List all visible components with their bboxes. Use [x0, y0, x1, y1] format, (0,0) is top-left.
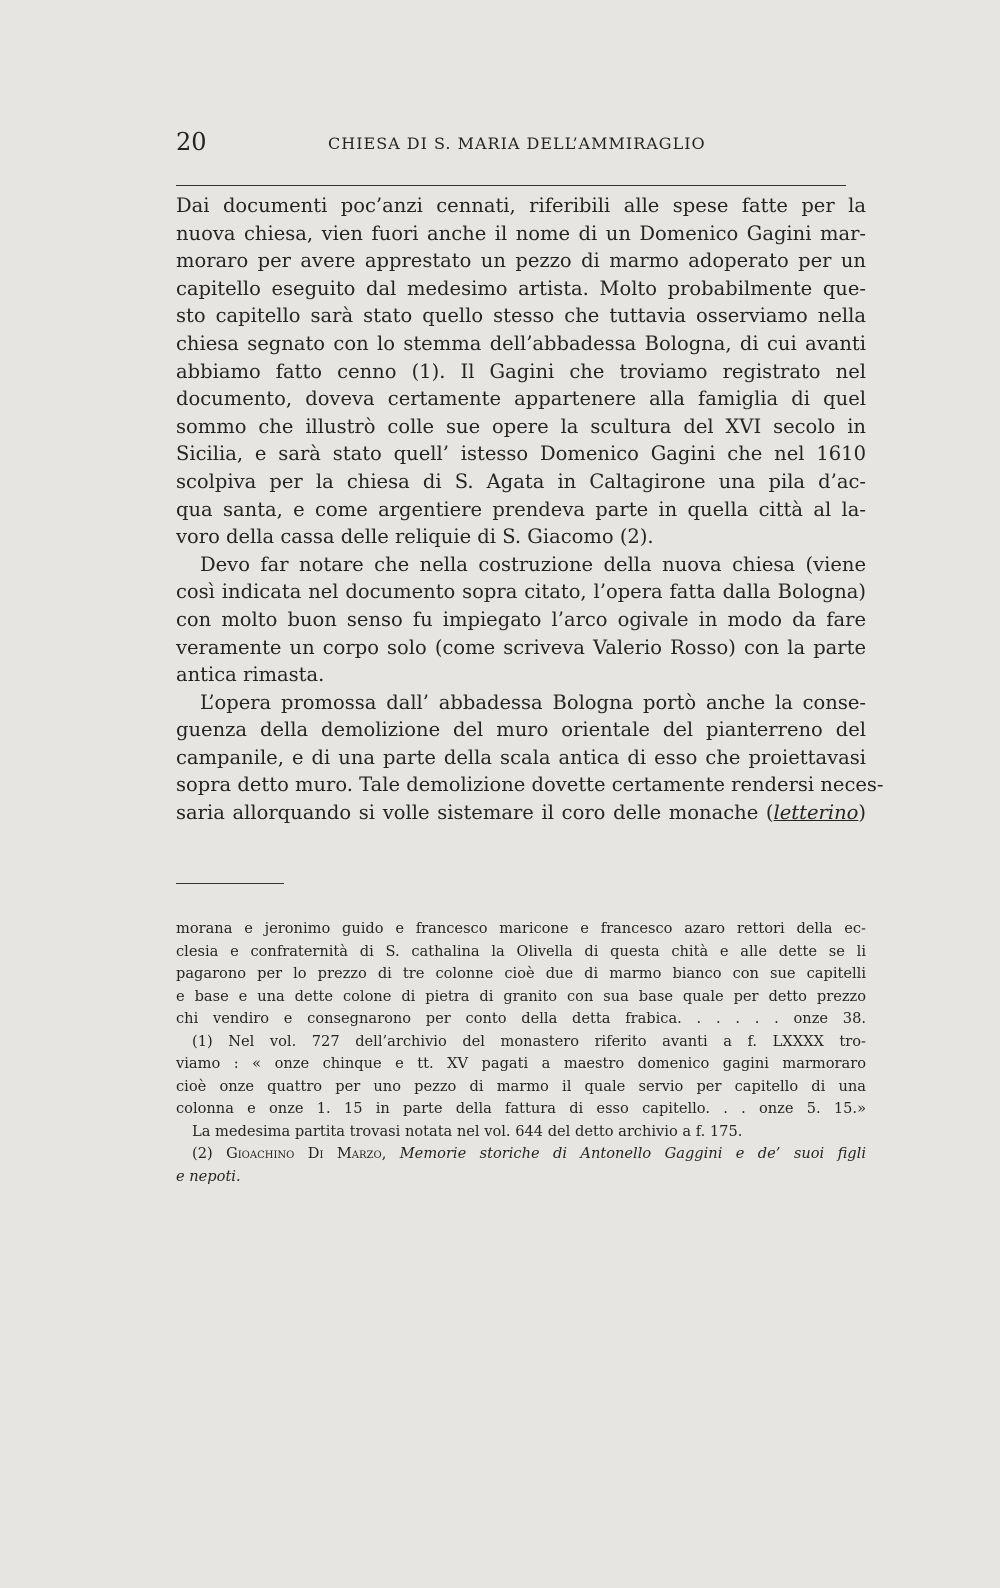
text-line: documento, doveva certamente appartenere alla famiglia di quel	[176, 387, 866, 411]
footnote-line: morana e jeronimo guido e francesco maricone e francesco azaro rettori della ec-	[176, 920, 866, 937]
footnote-marker: (2)	[192, 1145, 227, 1162]
footnote-line: (1) Nel vol. 727 dell’archivio del monastero riferito avanti a f. LXXXX tro-	[192, 1032, 866, 1050]
footnote-line: pagarono per lo prezzo di tre colonne cioè due di marmo bianco con sue capitelli	[176, 965, 866, 982]
footnote-line: viamo : « onze chinque e tt. XV pagati a maestro domenico gagini marmoraro	[176, 1055, 866, 1072]
footnote-line: e base e una dette colone di pietra di granito con sua base quale per detto prezzo	[176, 987, 866, 1005]
text-line: Dai documenti poc’anzi cennati, riferibili alle spese fatte per la	[176, 194, 866, 217]
text-line: sopra detto muro. Tale demolizione dovette certamente rendersi neces-	[176, 773, 884, 797]
footnote-line: e nepoti.	[176, 1167, 241, 1185]
text-line: veramente un corpo solo (come scriveva Valerio Rosso) con la parte	[176, 635, 866, 659]
text-line: abbiamo fatto cenno (1). Il Gagini che troviamo registrato nel	[176, 359, 866, 383]
page-number: 20	[176, 128, 207, 156]
text-line: L’opera promossa dall’ abbadessa Bologna portò anche la conse-	[200, 690, 866, 714]
footnote-line: La medesima partita trovasi notata nel vol. 644 del detto archivio a f. 175.	[192, 1122, 743, 1140]
footnote-line: clesia e confraternità di S. cathalina la Olivella di questa chità e alle dette se li	[176, 942, 866, 960]
text-line: guenza della demolizione del muro orientale del pianterreno del	[176, 718, 866, 742]
running-title: CHIESA DI S. MARIA DELL’AMMIRAGLIO	[328, 134, 706, 153]
text-line: sto capitello sarà stato quello stesso che tuttavia osserviamo nella	[176, 304, 866, 328]
text-line: così indicata nel documento sopra citato, l’opera fatta dalla Bologna)	[176, 580, 866, 604]
text-line: nuova chiesa, vien fuori anche il nome di un Domenico Gagini mar-	[176, 221, 866, 245]
text-line: voro della cassa delle reliquie di S. Giacomo (2).	[176, 525, 654, 549]
text-line: qua santa, e come argentiere prendeva parte in quella città al la-	[176, 497, 866, 521]
text-line: campanile, e di una parte della scala antica di esso che proiettavasi	[176, 745, 866, 769]
text-line	[176, 799, 866, 827]
footnote-line: cioè onze quattro per uno pezzo di marmo il quale servio per capitello di una	[176, 1077, 866, 1095]
footnote-line	[176, 1143, 866, 1166]
text-line: con molto buon senso fu impiegato l’arco ogivale in modo da fare	[176, 607, 866, 631]
book-title: Memorie storiche di Antonello Gaggini e de’ suoi figli	[399, 1145, 866, 1162]
text-line: sommo che illustrò colle sue opere la scultura del XVI secolo in	[176, 414, 866, 438]
header-rule	[176, 185, 846, 186]
footnote-line: colonna e onze 1. 15 in parte della fattura di esso capitello. . . onze 5. 15.»	[176, 1100, 866, 1117]
text-line: capitello eseguito dal medesimo artista. Molto probabilmente que-	[176, 276, 866, 300]
main-text	[176, 192, 884, 827]
text-segment: ,	[381, 1145, 400, 1162]
text-line: Sicilia, e sarà stato quell’ istesso Domenico Gagini che nel 1610	[176, 442, 866, 466]
text-line: moraro per avere apprestato un pezzo di marmo adoperato per un	[176, 249, 866, 273]
text-line: chiesa segnato con lo stemma dell’abbadessa Bologna, di cui avanti	[176, 331, 866, 355]
author-name: Gioachino Di Marzo	[226, 1145, 382, 1162]
italic-term: letterino	[773, 801, 859, 825]
text-line: scolpiva per la chiesa di S. Agata in Caltagirone una pila d’ac-	[176, 469, 866, 493]
text-segment: saria allorquando si volle sistemare il coro delle monache (	[176, 801, 774, 825]
page-header	[176, 128, 876, 164]
footnote-line: chi vendiro e consegnarono per conto della detta frabica. . . . . . onze 38.	[176, 1010, 866, 1027]
text-segment: )	[858, 801, 866, 825]
text-line: antica rimasta.	[176, 663, 325, 687]
footnote-rule	[176, 883, 284, 884]
text-line: Devo far notare che nella costruzione della nuova chiesa (viene	[200, 552, 866, 576]
footnotes	[176, 918, 866, 1188]
